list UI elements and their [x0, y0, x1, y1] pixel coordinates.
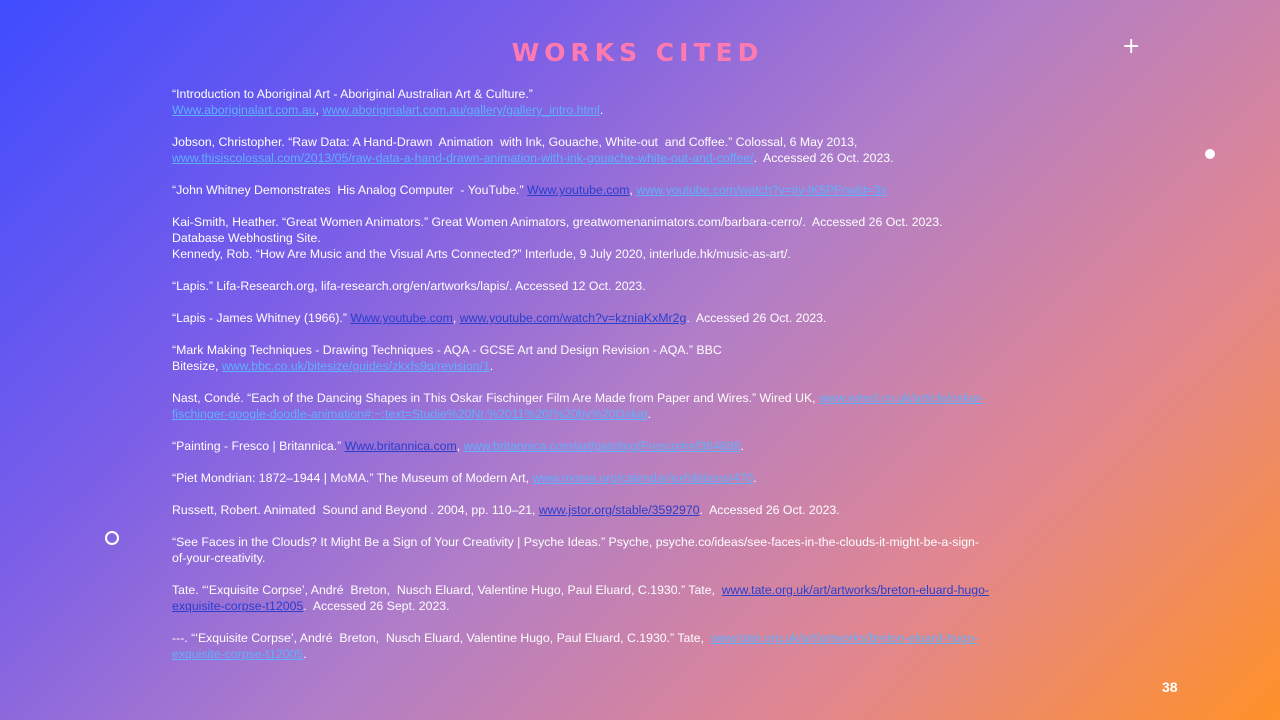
- citation-link[interactable]: www.britannica.com/art/painting/Fresco#ref364688: [463, 439, 741, 453]
- citation-link[interactable]: Www.youtube.com: [350, 311, 453, 325]
- citation-entry: [172, 390, 1117, 422]
- works-cited-list: [172, 86, 1117, 662]
- citation-text: Kennedy, Rob. “How Are Music and the Visual Arts Connected?” Interlude, 9 July 2020, interlude.hk/music-as-art/.: [172, 247, 791, 261]
- citation-text: ,: [456, 439, 464, 453]
- citation-text: “Lapis - James Whitney (1966).”: [172, 311, 351, 325]
- citation-text: “Lapis.” Lifa-Research.org, lifa-research.org/en/artworks/lapis/. Accessed 12 Oct. 2023.: [172, 279, 646, 293]
- ring-icon: [105, 531, 119, 545]
- citation-text: .: [489, 359, 494, 373]
- citation-link[interactable]: Www.britannica.com: [344, 439, 457, 453]
- citation-entry: [172, 630, 1117, 662]
- citation-text: . Accessed 26 Oct. 2023.: [699, 503, 840, 517]
- citation-text: ---. “‘Exquisite Corpse’, André Breton, Nusch Eluard, Valentine Hugo, Paul Eluard, C.1930.” Tate,: [172, 631, 711, 645]
- citation-text: . Accessed 26 Oct. 2023.: [686, 311, 827, 325]
- citation-link[interactable]: Www.youtube.com: [526, 183, 630, 197]
- citation-entry: [172, 582, 1117, 614]
- citation-text: Tate. “‘Exquisite Corpse’, André Breton, Nusch Eluard, Valentine Hugo, Paul Eluard, C.1930.” Tate,: [172, 583, 722, 597]
- citation-text: Russett, Robert. Animated Sound and Beyond . 2004, pp. 110–21,: [172, 503, 539, 517]
- citation-link[interactable]: exquisite-corpse-t12005: [172, 647, 304, 661]
- citation-text: Kai-Smith, Heather. “Great Women Animators.” Great Women Animators, greatwomenanimators.com/barbara-cerro/. Accessed 26 Oct. 2023.: [172, 215, 943, 229]
- citation-link[interactable]: www.thisiscolossal.com/2013/05/raw-data-a-hand-drawn-animation-with-ink-gouache-white-out-and-coffee/: [172, 151, 754, 165]
- citation-text: ,: [629, 183, 637, 197]
- citation-text: “Mark Making Techniques - Drawing Techniques - AQA - GCSE Art and Design Revision - AQA.” BBC: [172, 343, 722, 357]
- citation-text: Database Webhosting Site.: [172, 231, 321, 245]
- citation-link[interactable]: Www.aboriginalart.com.au: [172, 103, 316, 117]
- citation-text: “Introduction to Aboriginal Art - Aboriginal Australian Art & Culture.”: [172, 87, 533, 101]
- citation-entry: [172, 182, 1117, 198]
- citation-link[interactable]: www.wired.co.uk/article/oskar-: [818, 391, 985, 405]
- filled-dot-icon: [1205, 149, 1215, 159]
- citation-text: ,: [452, 311, 460, 325]
- citation-entry: [172, 438, 1117, 454]
- citation-link[interactable]: www.bbc.co.uk/bitesize/guides/zkxfs9q/revision/1: [221, 359, 490, 373]
- citation-text: “See Faces in the Clouds? It Might Be a Sign of Your Creativity | Psyche Ideas.” Psyche, psyche.co/ideas/see-faces-in-the-clouds-it-might-be-a-sign-: [172, 535, 979, 549]
- citation-entry: [172, 310, 1117, 326]
- citation-text: .: [753, 471, 757, 485]
- citation-text: .: [740, 439, 744, 453]
- plus-icon: +: [1122, 34, 1141, 59]
- slide-title: WORKS CITED: [511, 38, 764, 67]
- citation-text: . Accessed 26 Oct. 2023.: [753, 151, 894, 165]
- citation-link[interactable]: www.aboriginalart.com.au/gallery/gallery_intro.html: [322, 103, 600, 117]
- citation-link[interactable]: www.jstor.org/stable/3592970: [538, 503, 700, 517]
- citation-link[interactable]: fischinger-google-doodle-animation#:~:text=Studie%20Nr.%2011%20(%20by%20Oskar: [172, 407, 648, 421]
- citation-text: “John Whitney Demonstrates His Analog Computer - YouTube.”: [172, 183, 527, 197]
- citation-text: Jobson, Christopher. “Raw Data: A Hand-Drawn Animation with Ink, Gouache, White-out and Coffee.” Colossal, 6 May 2013,: [172, 135, 858, 149]
- citation-link[interactable]: www.youtube.com/watch?v=kzniaKxMr2g: [459, 311, 687, 325]
- citation-entry: [172, 342, 1117, 374]
- citation-entry: [172, 278, 1117, 294]
- citation-entry: [172, 534, 1117, 566]
- citation-text: .: [303, 647, 307, 661]
- citation-link[interactable]: www.tate.org.uk/art/artworks/breton-eluard-hugo-: [710, 631, 979, 645]
- citation-text: .: [599, 103, 604, 117]
- citation-entry: [172, 502, 1117, 518]
- citation-link[interactable]: exquisite-corpse-t12005: [172, 599, 304, 613]
- citation-text: .: [647, 407, 651, 421]
- citation-link[interactable]: www.tate.org.uk/art/artworks/breton-eluard-hugo-: [721, 583, 990, 597]
- citation-text: Nast, Condé. “Each of the Dancing Shapes in This Oskar Fischinger Film Are Made from Paper and Wires.” Wired UK,: [172, 391, 819, 405]
- citation-text: Bitesize,: [172, 359, 222, 373]
- citation-entry: [172, 134, 1117, 166]
- citation-text: of-your-creativity.: [172, 551, 266, 565]
- citation-text: “Painting - Fresco | Britannica.”: [172, 439, 345, 453]
- citation-entry: [172, 470, 1117, 486]
- citation-entry: [172, 214, 1117, 262]
- citation-text: “Piet Mondrian: 1872–1944 | MoMA.” The Museum of Modern Art,: [172, 471, 533, 485]
- citation-link[interactable]: www.youtube.com/watch?v=jIv-lK5PFrw&t=3s: [636, 183, 887, 197]
- citation-text: . Accessed 26 Sept. 2023.: [303, 599, 450, 613]
- page-number: 38: [1162, 679, 1178, 695]
- citation-entry: [172, 86, 1117, 118]
- citation-text: ,: [315, 103, 323, 117]
- citation-link[interactable]: www.moma.org/calendar/exhibitions/470: [532, 471, 754, 485]
